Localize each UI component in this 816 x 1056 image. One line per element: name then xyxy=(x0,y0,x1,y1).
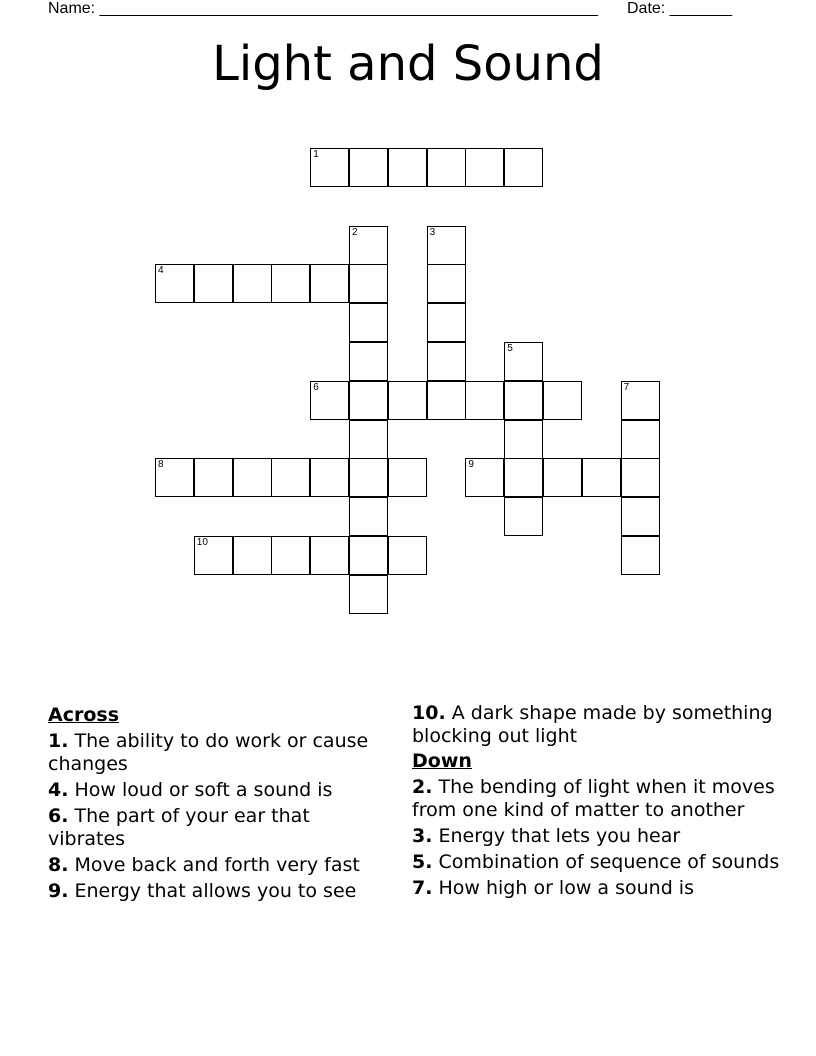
grid-cell[interactable] xyxy=(621,497,660,536)
cell-number: 4 xyxy=(158,265,164,277)
grid-cell[interactable] xyxy=(388,458,427,497)
grid-cell[interactable] xyxy=(504,381,543,420)
grid-cell[interactable] xyxy=(427,303,466,342)
grid-cell[interactable] xyxy=(349,342,388,381)
grid-cell[interactable] xyxy=(427,148,466,187)
grid-cell[interactable] xyxy=(465,458,504,497)
clues-left-column xyxy=(48,702,388,903)
grid-cell[interactable] xyxy=(349,497,388,536)
grid-cell[interactable] xyxy=(543,458,582,497)
grid-cell[interactable] xyxy=(349,148,388,187)
grid-cell[interactable] xyxy=(233,536,272,575)
grid-cell[interactable] xyxy=(271,536,310,575)
clue-down-2: 2. The bending of light when it moves from one kind of matter to another xyxy=(412,776,775,821)
grid-cell[interactable] xyxy=(271,264,310,303)
clue-down-7: 7. How high or low a sound is xyxy=(412,877,694,899)
page-title: Light and Sound xyxy=(212,36,604,92)
cell-number: 9 xyxy=(468,459,474,471)
grid-cell[interactable] xyxy=(465,381,504,420)
grid-cell[interactable] xyxy=(582,458,621,497)
grid-cell[interactable] xyxy=(194,264,233,303)
grid-cell[interactable] xyxy=(310,264,349,303)
clue-across-8: 8. Move back and forth very fast xyxy=(48,854,360,876)
grid-cell[interactable] xyxy=(427,226,466,265)
name-field[interactable]: Name: ________________________________________________________ xyxy=(48,0,598,17)
grid-cell[interactable] xyxy=(543,381,582,420)
clue-down-3: 3. Energy that lets you hear xyxy=(412,825,681,847)
grid-cell[interactable] xyxy=(427,342,466,381)
grid-cell[interactable] xyxy=(465,148,504,187)
grid-cell[interactable] xyxy=(155,458,194,497)
grid-cell[interactable] xyxy=(388,381,427,420)
grid-cell[interactable] xyxy=(621,381,660,420)
grid-cell[interactable] xyxy=(194,536,233,575)
grid-cell[interactable] xyxy=(427,381,466,420)
grid-cell[interactable] xyxy=(621,536,660,575)
clue-across-9: 9. Energy that allows you to see xyxy=(48,880,357,902)
grid-cell[interactable] xyxy=(427,264,466,303)
grid-cell[interactable] xyxy=(349,381,388,420)
date-field[interactable]: Date: _______ xyxy=(627,0,732,17)
clue-down-5: 5. Combination of sequence of sounds xyxy=(412,851,780,873)
down-heading: Down xyxy=(412,750,472,772)
cell-number: 7 xyxy=(623,381,630,393)
grid-cell[interactable] xyxy=(388,148,427,187)
cell-number: 2 xyxy=(352,226,358,238)
grid-cell[interactable] xyxy=(621,420,660,459)
grid-cell[interactable] xyxy=(194,458,233,497)
grid-cell[interactable] xyxy=(388,536,427,575)
clue-across-4: 4. How loud or soft a sound is xyxy=(48,779,333,801)
grid-cell[interactable] xyxy=(504,420,543,459)
grid-cell[interactable] xyxy=(349,536,388,575)
clue-across-1: 1. The ability to do work or cause changes xyxy=(48,730,369,775)
grid-cell[interactable] xyxy=(349,226,388,265)
grid-cell[interactable] xyxy=(271,458,310,497)
clues-right-column xyxy=(412,702,782,900)
grid-cell[interactable] xyxy=(504,148,543,187)
grid-cell[interactable] xyxy=(349,420,388,459)
grid-cell[interactable] xyxy=(504,342,543,381)
grid-cell[interactable] xyxy=(310,536,349,575)
clue-across-10: 10. A dark shape made by something blocking out light xyxy=(412,702,773,747)
cell-number: 3 xyxy=(429,226,436,238)
across-heading: Across xyxy=(48,704,120,726)
grid-cell[interactable] xyxy=(233,264,272,303)
cell-number: 5 xyxy=(507,343,513,354)
cell-number: 6 xyxy=(313,381,319,393)
grid-cell[interactable] xyxy=(310,458,349,497)
clue-across-6: 6. The part of your ear that vibrates xyxy=(48,805,310,850)
grid-cell[interactable] xyxy=(155,264,194,303)
grid-cell[interactable] xyxy=(621,458,660,497)
grid-cell[interactable] xyxy=(310,381,349,420)
grid-cell[interactable] xyxy=(349,575,388,614)
grid-cell[interactable] xyxy=(349,264,388,303)
grid-cell[interactable] xyxy=(310,148,349,187)
grid-cell[interactable] xyxy=(504,458,543,497)
grid-cell[interactable] xyxy=(349,303,388,342)
cell-number: 10 xyxy=(196,537,208,548)
cell-number: 8 xyxy=(158,459,164,471)
cell-number: 1 xyxy=(313,149,319,160)
grid-cell[interactable] xyxy=(233,458,272,497)
grid-cell[interactable] xyxy=(349,458,388,497)
grid-cell[interactable] xyxy=(504,497,543,536)
